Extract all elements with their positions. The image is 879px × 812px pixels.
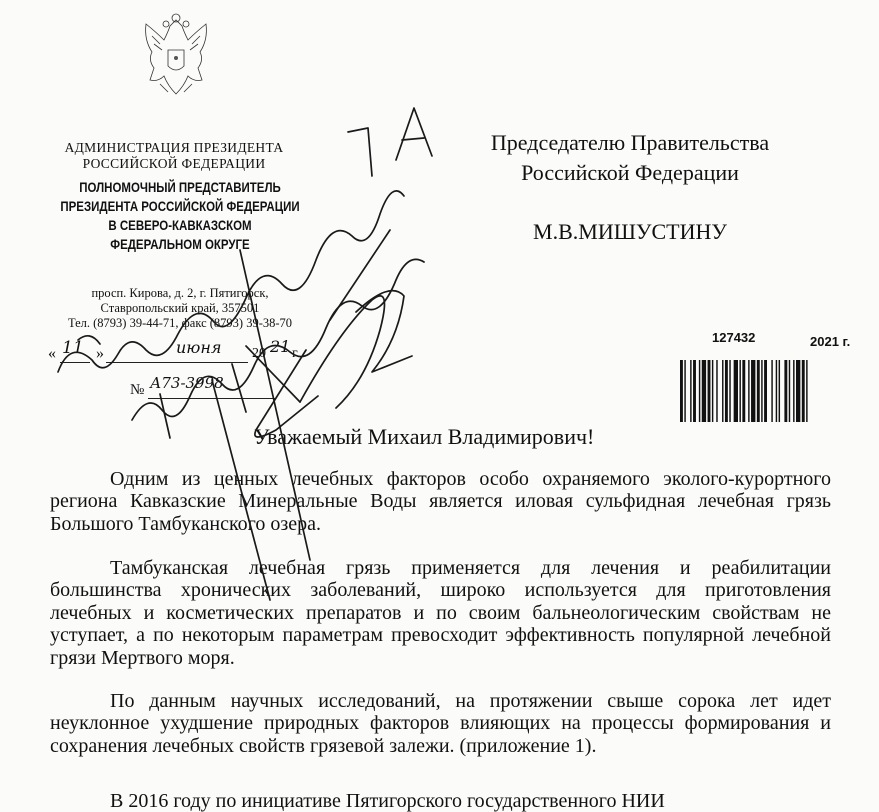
date-year-mark: г. bbox=[292, 346, 300, 361]
addressee-line-1: Председателю Правительства bbox=[490, 130, 770, 155]
barcode-bar-2 bbox=[690, 360, 691, 422]
number-underline bbox=[148, 398, 276, 399]
barcode-bar-3 bbox=[693, 360, 696, 422]
date-month: июня bbox=[176, 338, 222, 357]
admin-line-1: АДМИНИСТРАЦИЯ ПРЕЗИДЕНТА bbox=[64, 140, 284, 155]
paragraph-2 bbox=[50, 557, 831, 669]
date-field bbox=[48, 337, 338, 364]
date-year-prefix: 20 bbox=[252, 346, 266, 361]
greeting: Уважаемый Михаил Владимирович! bbox=[254, 424, 595, 449]
coat-of-arms-emblem bbox=[138, 10, 214, 110]
addressee-line-3: М.В.МИШУСТИНУ bbox=[533, 219, 727, 244]
barcode-bar-6 bbox=[708, 360, 711, 422]
barcode-bar-28 bbox=[806, 360, 807, 422]
barcode-bar-13 bbox=[739, 360, 740, 422]
paragraph-4 bbox=[50, 790, 831, 812]
barcode-bar-17 bbox=[757, 360, 760, 422]
number-label: № bbox=[130, 382, 145, 398]
paragraph-3 bbox=[50, 690, 831, 757]
barcode-year: 2021 г. bbox=[810, 334, 851, 349]
barcode-bar-18 bbox=[761, 360, 762, 422]
paragraph-4-text: В 2016 году по инициативе Пятигорского государственного НИИ bbox=[110, 790, 665, 812]
date-quote-open: « bbox=[48, 345, 56, 362]
date-day: 11 bbox=[62, 338, 84, 358]
barcode-image bbox=[680, 360, 862, 422]
paragraph-1-text: Одним из ценных лечебных факторов особо охраняемого эколого-курортного региона Кавказские Минеральные Воды является иловая сульфидная лечебная грязь Большого Тамбуканского озера. bbox=[50, 468, 831, 535]
addressee-line-2: Российской Федерации bbox=[521, 160, 739, 185]
barcode-bar-24 bbox=[789, 360, 790, 422]
barcode-bar-23 bbox=[784, 360, 787, 422]
date-quote-close: » bbox=[96, 345, 104, 362]
barcode-bar-11 bbox=[729, 360, 730, 422]
paragraph-1 bbox=[50, 468, 831, 535]
barcode-bar-4 bbox=[699, 360, 700, 422]
barcode-bar-8 bbox=[716, 360, 717, 422]
barcode-bar-10 bbox=[725, 360, 728, 422]
number-value: А73-3998 bbox=[150, 374, 224, 392]
barcode-bar-14 bbox=[742, 360, 745, 422]
barcode-bar-12 bbox=[734, 360, 738, 422]
paragraph-2-text: Тамбуканская лечебная грязь применяется для лечения и реабилитации большинства хронических заболеваний, широко используется для приготовления лечебных и косметических препаратов и по своим бальнеологическим свойствам не уступает, а по некоторым параметрам превосходит эффективность популярной лечебной грязи Мертвого моря. bbox=[50, 557, 831, 669]
barcode-bar-16 bbox=[751, 360, 755, 422]
barcode-bar-26 bbox=[796, 360, 800, 422]
date-day-underline bbox=[60, 362, 90, 363]
barcode-bar-27 bbox=[802, 360, 805, 422]
barcode-bar-15 bbox=[748, 360, 749, 422]
barcode-bar-19 bbox=[764, 360, 767, 422]
address-line-1: просп. Кирова, д. 2, г. Пятигорск, bbox=[91, 286, 269, 300]
barcode-bar-20 bbox=[771, 360, 772, 422]
barcode-bar-1 bbox=[684, 360, 685, 422]
date-year-suffix: 21 bbox=[270, 337, 291, 356]
barcode-bar-9 bbox=[722, 360, 723, 422]
office-line-3: В СЕВЕРО-КАВКАЗСКОМ bbox=[108, 217, 252, 233]
office-line-2: ПРЕЗИДЕНТА РОССИЙСКОЙ ФЕДЕРАЦИИ bbox=[60, 198, 300, 214]
barcode-number: 127432 bbox=[712, 330, 756, 345]
barcode-bar-22 bbox=[779, 360, 780, 422]
office-line-1: ПОЛНОМОЧНЫЙ ПРЕДСТАВИТЕЛЬ bbox=[79, 179, 281, 195]
address-line-3: Тел. (8793) 39-44-71, факс (8793) 39-38-70 bbox=[67, 316, 293, 330]
barcode-bar-7 bbox=[712, 360, 713, 422]
address-line-2: Ставропольский край, 357501 bbox=[100, 301, 260, 315]
barcode-bar-25 bbox=[793, 360, 794, 422]
barcode-bar-5 bbox=[702, 360, 706, 422]
number-field bbox=[130, 376, 290, 402]
admin-line-2: РОССИЙСКОЙ ФЕДЕРАЦИИ bbox=[82, 156, 266, 171]
date-month-underline bbox=[106, 362, 248, 363]
barcode-bar-0 bbox=[680, 360, 683, 422]
barcode-bar-21 bbox=[776, 360, 777, 422]
paragraph-3-text: По данным научных исследований, на протяжении свыше сорока лет идет неуклонное ухудшение природных факторов влияющих на процессы формирования и сохранения лечебных свойств грязевой залежи. (приложение 1). bbox=[50, 690, 831, 757]
office-line-4: ФЕДЕРАЛЬНОМ ОКРУГЕ bbox=[110, 236, 250, 252]
